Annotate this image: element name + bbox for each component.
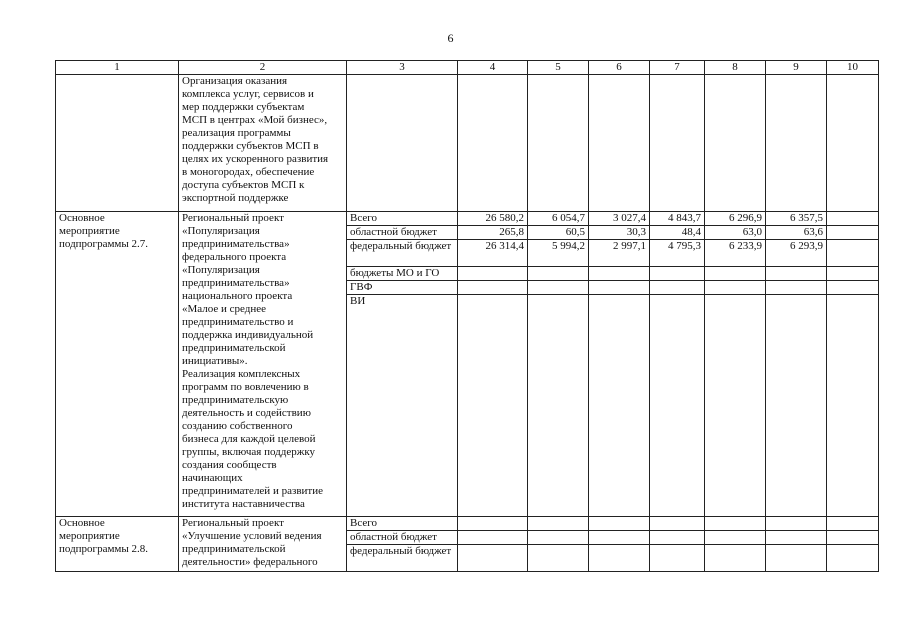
value-cell: 2 997,1 xyxy=(589,240,650,267)
value-cell xyxy=(458,295,528,517)
value-cell xyxy=(827,226,879,240)
activity-description-line: предпринимательскую xyxy=(182,394,289,406)
header-cell-7: 7 xyxy=(650,61,705,75)
activity-description-line: группы, включая поддержку xyxy=(182,446,316,458)
value-cell: 26 580,2 xyxy=(458,212,528,226)
value-cell xyxy=(705,531,766,545)
value-cell: 30,3 xyxy=(589,226,650,240)
value-cell: 6 357,5 xyxy=(766,212,827,226)
value-cell: 48,4 xyxy=(650,226,705,240)
value-cell xyxy=(528,267,589,281)
value-cell: 60,5 xyxy=(528,226,589,240)
empty-cell xyxy=(705,75,766,212)
funding-source: бюджеты МО и ГО xyxy=(347,267,458,281)
table-row xyxy=(56,75,879,212)
value-cell: 6 054,7 xyxy=(528,212,589,226)
activity-description xyxy=(179,212,347,517)
header-cell-8: 8 xyxy=(705,61,766,75)
value-cell: 6 293,9 xyxy=(766,240,827,267)
value-cell xyxy=(827,267,879,281)
value-cell xyxy=(458,267,528,281)
value-cell xyxy=(705,295,766,517)
activity-name-line: мероприятие xyxy=(59,530,120,542)
table-row xyxy=(56,517,879,531)
activity-name xyxy=(56,212,179,517)
activity-description-line: Региональный проект xyxy=(182,212,284,224)
value-cell xyxy=(766,267,827,281)
activity-name-line: подпрограммы 2.8. xyxy=(59,543,149,555)
activity-description-line: Региональный проект xyxy=(182,517,284,529)
value-cell xyxy=(827,517,879,531)
activity-description-line: деятельность и содействию xyxy=(182,407,311,419)
activity-description-line: «Улучшение условий ведения xyxy=(182,530,322,542)
activity-description-line: федерального проекта xyxy=(182,251,287,263)
activity-description xyxy=(179,75,347,212)
page-number: 6 xyxy=(447,31,454,45)
value-cell xyxy=(766,281,827,295)
value-cell xyxy=(589,517,650,531)
empty-cell xyxy=(56,75,179,212)
activity-description-line: в моногородах, обеспечение xyxy=(182,166,315,178)
value-cell: 63,0 xyxy=(705,226,766,240)
funding-source: ВИ xyxy=(347,295,458,517)
activity-description xyxy=(179,517,347,572)
value-cell xyxy=(458,517,528,531)
value-cell xyxy=(528,295,589,517)
activity-description-line: программ по вовлечению в xyxy=(182,381,309,393)
value-cell xyxy=(766,531,827,545)
activity-description-line: целях их ускоренного развития xyxy=(182,153,329,165)
value-cell xyxy=(827,240,879,267)
value-cell xyxy=(528,517,589,531)
activity-description-line: национального проекта xyxy=(182,290,293,302)
activity-description-line: предпринимателей и развитие xyxy=(182,485,323,497)
value-cell xyxy=(528,531,589,545)
activity-name-line: подпрограммы 2.7. xyxy=(59,238,149,250)
header-cell-5: 5 xyxy=(528,61,589,75)
value-cell xyxy=(827,545,879,572)
value-cell: 4 795,3 xyxy=(650,240,705,267)
funding-source: Всего xyxy=(347,517,458,531)
activity-description-line: предпринимательства» xyxy=(182,238,290,250)
funding-source: ГВФ xyxy=(347,281,458,295)
value-cell xyxy=(589,281,650,295)
activity-description-line: института наставничества xyxy=(182,498,305,510)
funding-source: областной бюджет xyxy=(347,531,458,545)
activity-name-line: Основное xyxy=(59,212,105,224)
activity-description-line: поддержки субъектов МСП в xyxy=(182,140,319,152)
activity-description-line: реализация программы xyxy=(182,127,291,139)
funding-source: федеральный бюджет xyxy=(347,545,458,572)
header-cell-6: 6 xyxy=(589,61,650,75)
funding-source: областной бюджет xyxy=(347,226,458,240)
header-cell-10: 10 xyxy=(827,61,879,75)
empty-cell xyxy=(458,75,528,212)
activity-description-line: предпринимательской xyxy=(182,342,286,354)
empty-cell xyxy=(589,75,650,212)
activity-description-line: созданию собственного xyxy=(182,420,293,432)
value-cell xyxy=(589,267,650,281)
activity-name-line: Основное xyxy=(59,517,105,529)
value-cell: 63,6 xyxy=(766,226,827,240)
value-cell xyxy=(705,267,766,281)
value-cell xyxy=(650,545,705,572)
empty-cell xyxy=(528,75,589,212)
activity-description-line: Организация оказания xyxy=(182,75,288,87)
activity-description-line: предпринимательской xyxy=(182,543,286,555)
value-cell xyxy=(827,281,879,295)
value-cell xyxy=(705,517,766,531)
value-cell xyxy=(705,545,766,572)
activity-description-line: поддержка индивидуальной xyxy=(182,329,314,341)
empty-cell xyxy=(827,75,879,212)
value-cell: 6 296,9 xyxy=(705,212,766,226)
header-cell-4: 4 xyxy=(458,61,528,75)
empty-cell xyxy=(347,75,458,212)
header-cell-3: 3 xyxy=(347,61,458,75)
empty-cell xyxy=(650,75,705,212)
funding-table xyxy=(55,60,879,572)
activity-description-line: бизнеса для каждой целевой xyxy=(182,433,316,445)
value-cell xyxy=(650,295,705,517)
value-cell: 5 994,2 xyxy=(528,240,589,267)
value-cell xyxy=(650,517,705,531)
activity-description-line: создания сообществ xyxy=(182,459,277,471)
value-cell xyxy=(827,531,879,545)
funding-source: Всего xyxy=(347,212,458,226)
value-cell xyxy=(458,531,528,545)
header-cell-9: 9 xyxy=(766,61,827,75)
activity-description-line: предпринимательство и xyxy=(182,316,294,328)
activity-description-line: начинающих xyxy=(182,472,243,484)
value-cell xyxy=(827,295,879,517)
value-cell: 4 843,7 xyxy=(650,212,705,226)
activity-description-line: мер поддержки субъектам xyxy=(182,101,305,113)
value-cell xyxy=(766,295,827,517)
value-cell xyxy=(766,545,827,572)
value-cell xyxy=(589,531,650,545)
header-row xyxy=(56,61,879,75)
value-cell xyxy=(528,281,589,295)
value-cell xyxy=(650,267,705,281)
value-cell xyxy=(827,212,879,226)
value-cell: 3 027,4 xyxy=(589,212,650,226)
value-cell xyxy=(766,517,827,531)
activity-description-line: «Малое и среднее xyxy=(182,303,267,315)
activity-description-line: экспортной поддержке xyxy=(182,192,289,204)
value-cell xyxy=(528,545,589,572)
value-cell xyxy=(458,545,528,572)
activity-name-line: мероприятие xyxy=(59,225,120,237)
activity-description-line: «Популяризация xyxy=(182,225,260,237)
value-cell: 26 314,4 xyxy=(458,240,528,267)
activity-description-line: Реализация комплексных xyxy=(182,368,301,380)
value-cell xyxy=(458,281,528,295)
value-cell xyxy=(650,281,705,295)
activity-description-line: МСП в центрах «Мой бизнес», xyxy=(182,114,328,126)
value-cell: 265,8 xyxy=(458,226,528,240)
activity-description-line: комплекса услуг, сервисов и xyxy=(182,88,314,100)
value-cell xyxy=(589,545,650,572)
value-cell xyxy=(650,531,705,545)
activity-name xyxy=(56,517,179,572)
value-cell xyxy=(705,281,766,295)
header-cell-1: 1 xyxy=(56,61,179,75)
value-cell: 6 233,9 xyxy=(705,240,766,267)
activity-description-line: инициативы». xyxy=(182,355,248,367)
empty-cell xyxy=(766,75,827,212)
header-cell-2: 2 xyxy=(179,61,347,75)
activity-description-line: доступа субъектов МСП к xyxy=(182,179,305,191)
activity-description-line: деятельности» федерального xyxy=(182,556,318,568)
activity-description-line: «Популяризация xyxy=(182,264,260,276)
table-row xyxy=(56,212,879,226)
value-cell xyxy=(589,295,650,517)
funding-source: федеральный бюджет xyxy=(347,240,458,267)
activity-description-line: предпринимательства» xyxy=(182,277,290,289)
